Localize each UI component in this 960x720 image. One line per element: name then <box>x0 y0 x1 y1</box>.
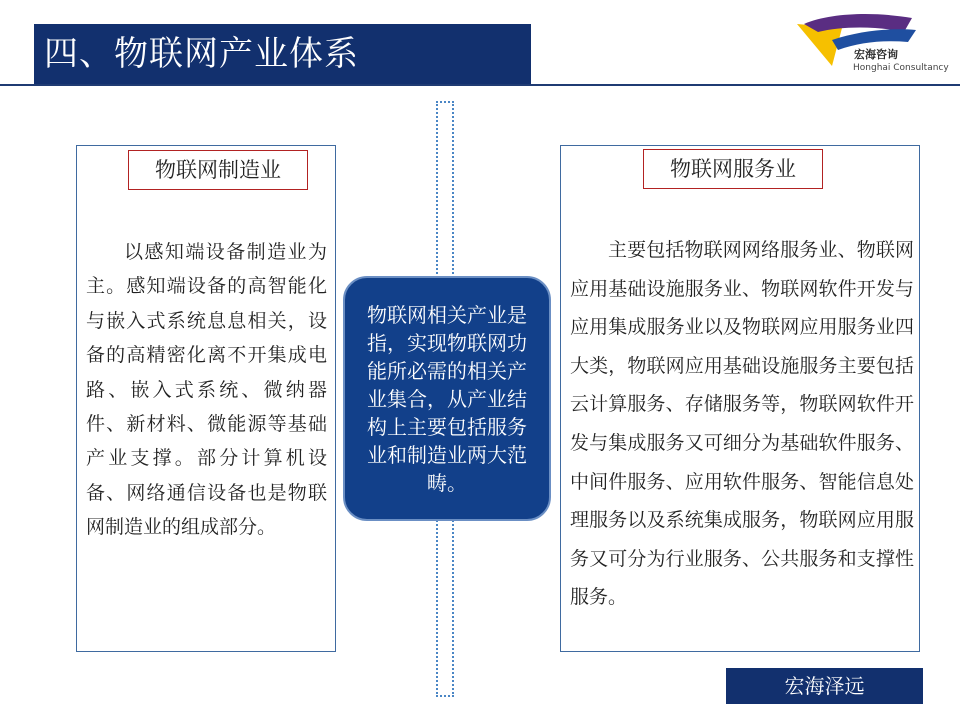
logo-purple-swoosh <box>804 14 912 32</box>
manufacturing-title: 物联网制造业 <box>128 150 308 190</box>
definition-box <box>343 276 551 521</box>
page-title: 四、物联网产业体系 <box>34 24 531 84</box>
service-panel <box>560 145 920 652</box>
manufacturing-panel <box>76 145 336 652</box>
logo-name-en: Honghai Consultancy <box>853 63 949 73</box>
header-divider <box>0 84 960 86</box>
definition-text: 物联网相关产业是指，实现物联网功能所必需的相关产业集合，从产业结构上主要包括服务业和制造业两大范畴。 <box>367 302 527 495</box>
manufacturing-description: 以感知端设备制造业为主。感知端设备的高智能化与嵌入式系统息息相关，设备的高精密化离不开集成电路、嵌入式系统、微纳器件、新材料、微能源等基础产业支撑。部分计算机设备、网络通信设备也是物联网制造业的组成部分。 <box>86 241 327 539</box>
service-title: 物联网服务业 <box>643 149 823 189</box>
service-description: 主要包括物联网网络服务业、物联网应用基础设施服务业、物联网软件开发与应用集成服务业以及物联网应用服务业四大类，物联网应用基础设施服务主要包括云计算服务、存储服务等，物联网软件开发与集成服务又可细分为基础软件服务、中间件服务、应用软件服务、智能信息处理服务以及系统集成服务，物联网应用服务又可分为行业服务、公共服务和支撑性服务。 <box>570 239 914 609</box>
logo-name-cn: 宏海咨询 <box>854 48 898 61</box>
footer-brand-label: 宏海泽远 <box>726 668 923 704</box>
